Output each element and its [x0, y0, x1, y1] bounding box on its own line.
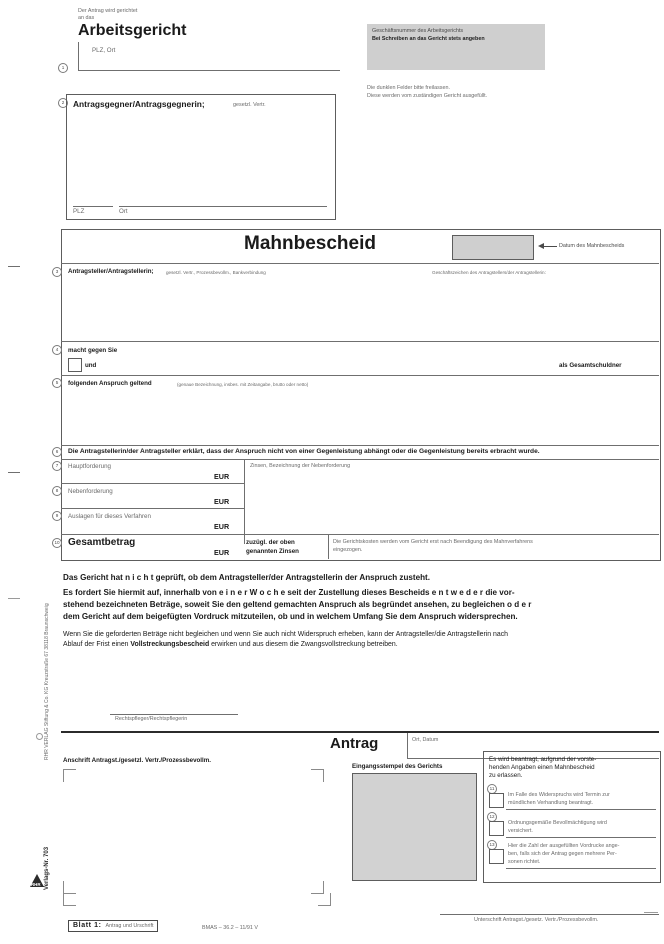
option-1-line2: mündlichen Verhandlung beantragt.	[508, 800, 594, 806]
rule-row7-bottom	[61, 483, 244, 484]
main-claim-input[interactable]	[68, 463, 208, 481]
consideration-declaration: Die Antragstellerin/der Antragsteller erklärt, dass der Anspruch nicht von einer Gegenleistung abhängt oder die Gegenleistung bereits erbracht wurde.	[68, 448, 540, 455]
clerk-signature-label: Rechtspfleger/Rechtspflegerin	[115, 716, 188, 722]
crop-mark-bottom-right	[318, 893, 331, 906]
option-1-rule	[506, 809, 656, 810]
marker-2: 2	[58, 98, 68, 108]
section-divider	[61, 731, 659, 733]
court-address-input[interactable]	[78, 42, 340, 71]
claim-input[interactable]	[62, 390, 658, 444]
order-date-arrow-line	[543, 246, 557, 247]
rule-under-title	[61, 263, 659, 264]
request-line-3: zu erlassen.	[489, 772, 523, 779]
expenses-input[interactable]	[68, 513, 208, 531]
case-number-label-line1: Geschäftsnummer des Arbeitsgerichts	[372, 28, 464, 34]
marker-4: 4	[52, 345, 62, 355]
plus-interest-line2: genannten Zinsen	[246, 548, 299, 555]
page-title: Arbeitsgericht	[78, 22, 187, 39]
side-claim-input[interactable]	[68, 488, 208, 506]
marker-12: 12	[487, 812, 497, 822]
notice-p3-text-a: Ablauf der Frist einen	[63, 641, 131, 648]
crop-mark-bottom-left	[63, 893, 76, 906]
option-3-line3: sonen richtet.	[508, 859, 541, 865]
marker-5: 5	[52, 378, 62, 388]
applicant-label: Antragsteller/Antragstellerin;	[68, 268, 154, 275]
opponent-plz-rule	[73, 206, 113, 207]
side-claim-label: Nebenforderung	[68, 488, 113, 495]
applicant-reference-label: Geschäftszeichen des Antragstellers/der Antragstellerin:	[432, 270, 546, 275]
applicant-signature-label: Unterschrift Antragst./gesetz. Vertr./Prozessbevollm.	[474, 917, 599, 923]
marker-13: 13	[487, 840, 497, 850]
publisher-logo	[28, 873, 46, 891]
claim-label: folgenden Anspruch geltend	[68, 380, 152, 387]
marker-11: 11	[487, 784, 497, 794]
rule-row4-bottom	[61, 375, 659, 376]
total-label: Gesamtbetrag	[68, 537, 136, 548]
ort-datum-label: Ort, Datum	[412, 737, 439, 743]
request-line-1: Es wird beantragt, aufgrund der vorste-	[489, 756, 597, 763]
application-title: Antrag	[330, 735, 379, 752]
expenses-currency: EUR	[214, 522, 230, 531]
option-3-line2: ben, falls sich der Antrag gegen mehrere Per-	[508, 851, 617, 857]
header-line-2: an das	[78, 15, 95, 21]
interest-header: Zinsen, Bezeichnung der Nebenforderung	[250, 463, 351, 469]
edge-tick-lower	[8, 598, 20, 599]
publisher-logo-text: RHR	[31, 882, 41, 887]
receipt-stamp-field[interactable]	[352, 773, 477, 881]
and-label: und	[85, 362, 97, 369]
rule-row8-bottom	[61, 508, 244, 509]
sheet-title: Antrag und Urschrift	[105, 923, 154, 929]
rule-row6-bottom	[61, 459, 659, 460]
expenses-label: Auslagen für dieses Verfahren	[68, 513, 151, 520]
rule-row3-bottom	[61, 341, 659, 342]
notice-paragraph-3-line2	[63, 641, 398, 648]
publisher-number-value: 703	[44, 846, 50, 857]
against-you-label: macht gegen Sie	[68, 347, 118, 354]
marker-7: 7	[52, 461, 62, 471]
case-number-field[interactable]	[367, 24, 545, 70]
order-date-field[interactable]	[452, 235, 534, 260]
order-title: Mahnbescheid	[244, 233, 376, 254]
marker-9: 9	[52, 511, 62, 521]
form-code: BMAS – 36.2 – 11/91 V	[202, 925, 258, 931]
option-2-line1: Ordnungsgemäße Bevollmächtigung wird	[508, 820, 607, 826]
dark-fields-note-line2: Diese werden vom zuständigen Gericht ausgefüllt.	[367, 93, 488, 99]
marker-1: 1	[58, 63, 68, 73]
sheet-badge	[68, 920, 158, 932]
notice-paragraph-1: Das Gericht hat n i c h t geprüft, ob dem Antragsteller/der Antragstellerin der Anspruch zusteht.	[63, 573, 430, 582]
notice-paragraph-2-line3: dem Gericht auf dem beigefügten Vordruck mitzuteilen, ob und in welchem Umfang Sie dem Anspruch widersprechen.	[63, 612, 518, 621]
plz-ort-label: PLZ, Ort	[92, 47, 116, 54]
sheet-badge-inner	[68, 920, 158, 932]
rule-row9-bottom	[61, 534, 659, 535]
applicant-signature-rule	[440, 914, 659, 915]
notice-p3-text-bold: Vollstreckungsbescheid	[130, 641, 210, 648]
total-input[interactable]	[68, 537, 208, 555]
clerk-signature-rule	[110, 714, 238, 715]
option-2-rule	[506, 837, 656, 838]
hearing-request-checkbox[interactable]	[489, 793, 504, 808]
interest-input[interactable]	[245, 472, 658, 543]
authorization-checkbox[interactable]	[489, 821, 504, 836]
edge-tick-top	[8, 266, 20, 267]
side-claim-currency: EUR	[214, 497, 230, 506]
case-number-label-line2: Bei Schreiben an das Gericht stets angeben	[372, 36, 485, 42]
joint-debtor-checkbox[interactable]	[68, 358, 82, 372]
court-costs-note-line2: eingezogen.	[333, 547, 363, 553]
publisher-address: RHR VERLAG Stiftung & Co. KG Kreuzstraße 67 38118 Braunschweig	[44, 603, 50, 760]
registration-mark	[36, 733, 43, 740]
publisher-number-label: Verlags-Nr.	[44, 858, 50, 890]
option-1-line1: Im Falle des Widerspruchs wird Termin zur	[508, 792, 610, 798]
court-costs-note-line1: Die Gerichtskosten werden vom Gericht erst nach Beendigung des Mahnverfahrens	[333, 539, 533, 545]
edge-tick-right	[644, 912, 658, 913]
opponent-title: Antragsgegner/Antragsgegnerin;	[73, 99, 205, 109]
joint-debtor-label: als Gesamtschuldner	[559, 362, 622, 369]
request-line-2: henden Angaben einen Mahnbescheid	[489, 764, 595, 771]
copies-count-input[interactable]	[489, 849, 504, 864]
dark-fields-note-line1: Die dunklen Felder bitte freilassen.	[367, 85, 450, 91]
option-3-line1: Hier die Zahl der ausgefüllten Vordrucke ange-	[508, 843, 620, 849]
notice-paragraph-2-line2: stehend bezeichneten Beträge, soweit Sie den geltend gemachten Anspruch als begründet ansehen, zu begleichen o d e r	[63, 600, 532, 609]
opponent-box[interactable]	[66, 94, 336, 220]
opponent-plz-label: PLZ	[73, 208, 85, 215]
applicant-input[interactable]	[62, 276, 658, 340]
main-claim-label: Hauptforderung	[68, 463, 111, 470]
marker-10: 10	[52, 538, 62, 548]
notice-paragraph-2-line1: Es fordert Sie hiermit auf, innerhalb von e i n e r W o c h e seit der Zustellung dieses Bescheids e n t w e d e r die vor-	[63, 588, 515, 597]
main-claim-currency: EUR	[214, 472, 230, 481]
total-currency: EUR	[214, 548, 230, 557]
marker-8: 8	[52, 486, 62, 496]
order-date-arrow-head	[538, 243, 544, 249]
opponent-ort-label: Ort	[119, 208, 128, 215]
opponent-ort-rule	[119, 206, 327, 207]
option-2-line2: versichert.	[508, 828, 533, 834]
applicant-sublabel: gesetzl. Vertr., Prozessbevollm., Bankverbindung	[166, 270, 266, 275]
opponent-subtitle: gesetzl. Vertr.	[233, 102, 266, 108]
applicant-address-label: Anschrift Antragst./gesetzl. Vertr./Prozessbevollm.	[63, 757, 211, 764]
option-3-rule	[506, 868, 656, 869]
edge-tick-middle	[8, 472, 20, 473]
marker-3: 3	[52, 267, 62, 277]
rule-row5-bottom	[61, 445, 659, 446]
plus-interest-line1: zuzügl. der oben	[246, 539, 295, 546]
marker-6: 6	[52, 447, 62, 457]
notice-paragraph-3-line1: Wenn Sie die geforderten Beträge nicht begleichen und wenn Sie auch nicht Widerspruch erheben, kann der Antragsteller/die Antragstellerin nach	[63, 631, 508, 638]
total-note-rule	[328, 534, 329, 559]
notice-p3-text-c: erwirken und aus diesem die Zwangsvollstreckung betreiben.	[209, 641, 398, 648]
sheet-number: Blatt 1:	[73, 922, 102, 929]
order-date-caption: Datum des Mahnbescheids	[559, 243, 625, 249]
claim-sublabel: (genaue Bezeichnung, insbes. mit Zeitangabe, brutto oder netto)	[177, 382, 309, 387]
applicant-address-input[interactable]	[70, 776, 318, 888]
receipt-stamp-label: Eingangsstempel des Gerichts	[352, 763, 443, 770]
header-line-1: Der Antrag wird gerichtet	[78, 8, 138, 14]
